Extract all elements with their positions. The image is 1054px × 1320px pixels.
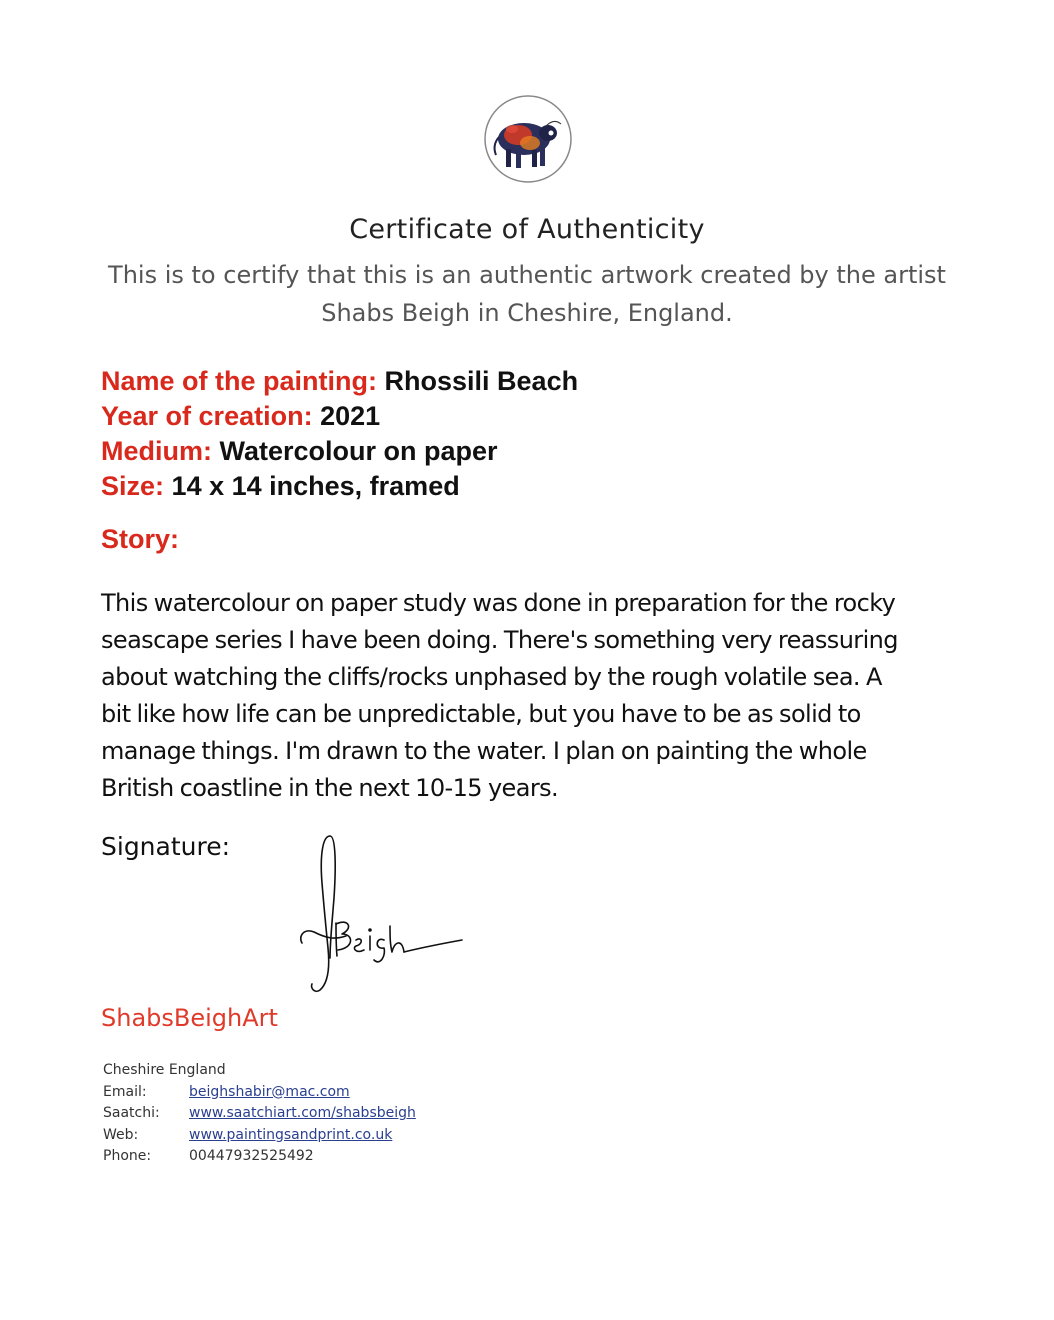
contact-saatchi-row — [103, 1103, 416, 1125]
signature-image — [290, 828, 470, 1008]
story-line: seascape series I have been doing. There's something very reassuring — [101, 626, 898, 654]
story-line: manage things. I'm drawn to the water. I plan on painting the whole — [101, 737, 867, 765]
brand-name: ShabsBeighArt — [101, 1004, 278, 1032]
painting-name-label: Name of the painting: — [101, 366, 377, 396]
painting-name-row — [101, 364, 578, 399]
saatchi-link[interactable]: www.saatchiart.com/shabsbeigh — [189, 1105, 416, 1121]
artwork-details — [101, 364, 578, 504]
bull-logo-icon — [482, 93, 574, 185]
size-row — [101, 469, 578, 504]
year-row — [101, 399, 578, 434]
contact-location — [103, 1060, 416, 1082]
certificate-title: Certificate of Authenticity — [349, 214, 705, 245]
medium-value: Watercolour on paper — [219, 436, 498, 466]
story-heading: Story: — [101, 524, 180, 554]
intro-line: Shabs Beigh in Cheshire, England. — [321, 299, 733, 327]
signature-label: Signature: — [101, 832, 231, 861]
size-label: Size: — [101, 471, 165, 501]
contact-info — [103, 1060, 416, 1168]
phone-value: 00447932525492 — [189, 1148, 314, 1164]
contact-web-row — [103, 1125, 416, 1147]
year-value: 2021 — [320, 401, 381, 431]
phone-label: Phone: — [103, 1148, 152, 1164]
location-text: Cheshire England — [103, 1062, 226, 1078]
certificate-intro — [60, 256, 994, 332]
size-value: 14 x 14 inches, framed — [171, 471, 460, 501]
saatchi-label: Saatchi: — [103, 1105, 160, 1121]
intro-line: This is to certify that this is an authentic artwork created by the artist — [108, 261, 946, 289]
web-link[interactable]: www.paintingsandprint.co.uk — [189, 1126, 393, 1143]
story-line: British coastline in the next 10-15 years. — [101, 774, 559, 802]
story-text — [101, 585, 961, 807]
medium-label: Medium: — [101, 436, 212, 466]
contact-phone-row — [103, 1146, 416, 1168]
year-label: Year of creation: — [101, 401, 313, 431]
web-label: Web: — [103, 1126, 139, 1143]
email-label: Email: — [103, 1083, 147, 1100]
painting-name-value: Rhossili Beach — [384, 366, 579, 396]
story-line: bit like how life can be unpredictable, but you have to be as solid to — [101, 700, 861, 728]
story-line: about watching the cliffs/rocks unphased by the rough volatile sea. A — [101, 663, 882, 691]
medium-row — [101, 434, 578, 469]
story-line: This watercolour on paper study was done in preparation for the rocky — [101, 589, 896, 617]
contact-email-row — [103, 1082, 416, 1104]
email-link[interactable]: beighshabir@mac.com — [189, 1083, 350, 1100]
